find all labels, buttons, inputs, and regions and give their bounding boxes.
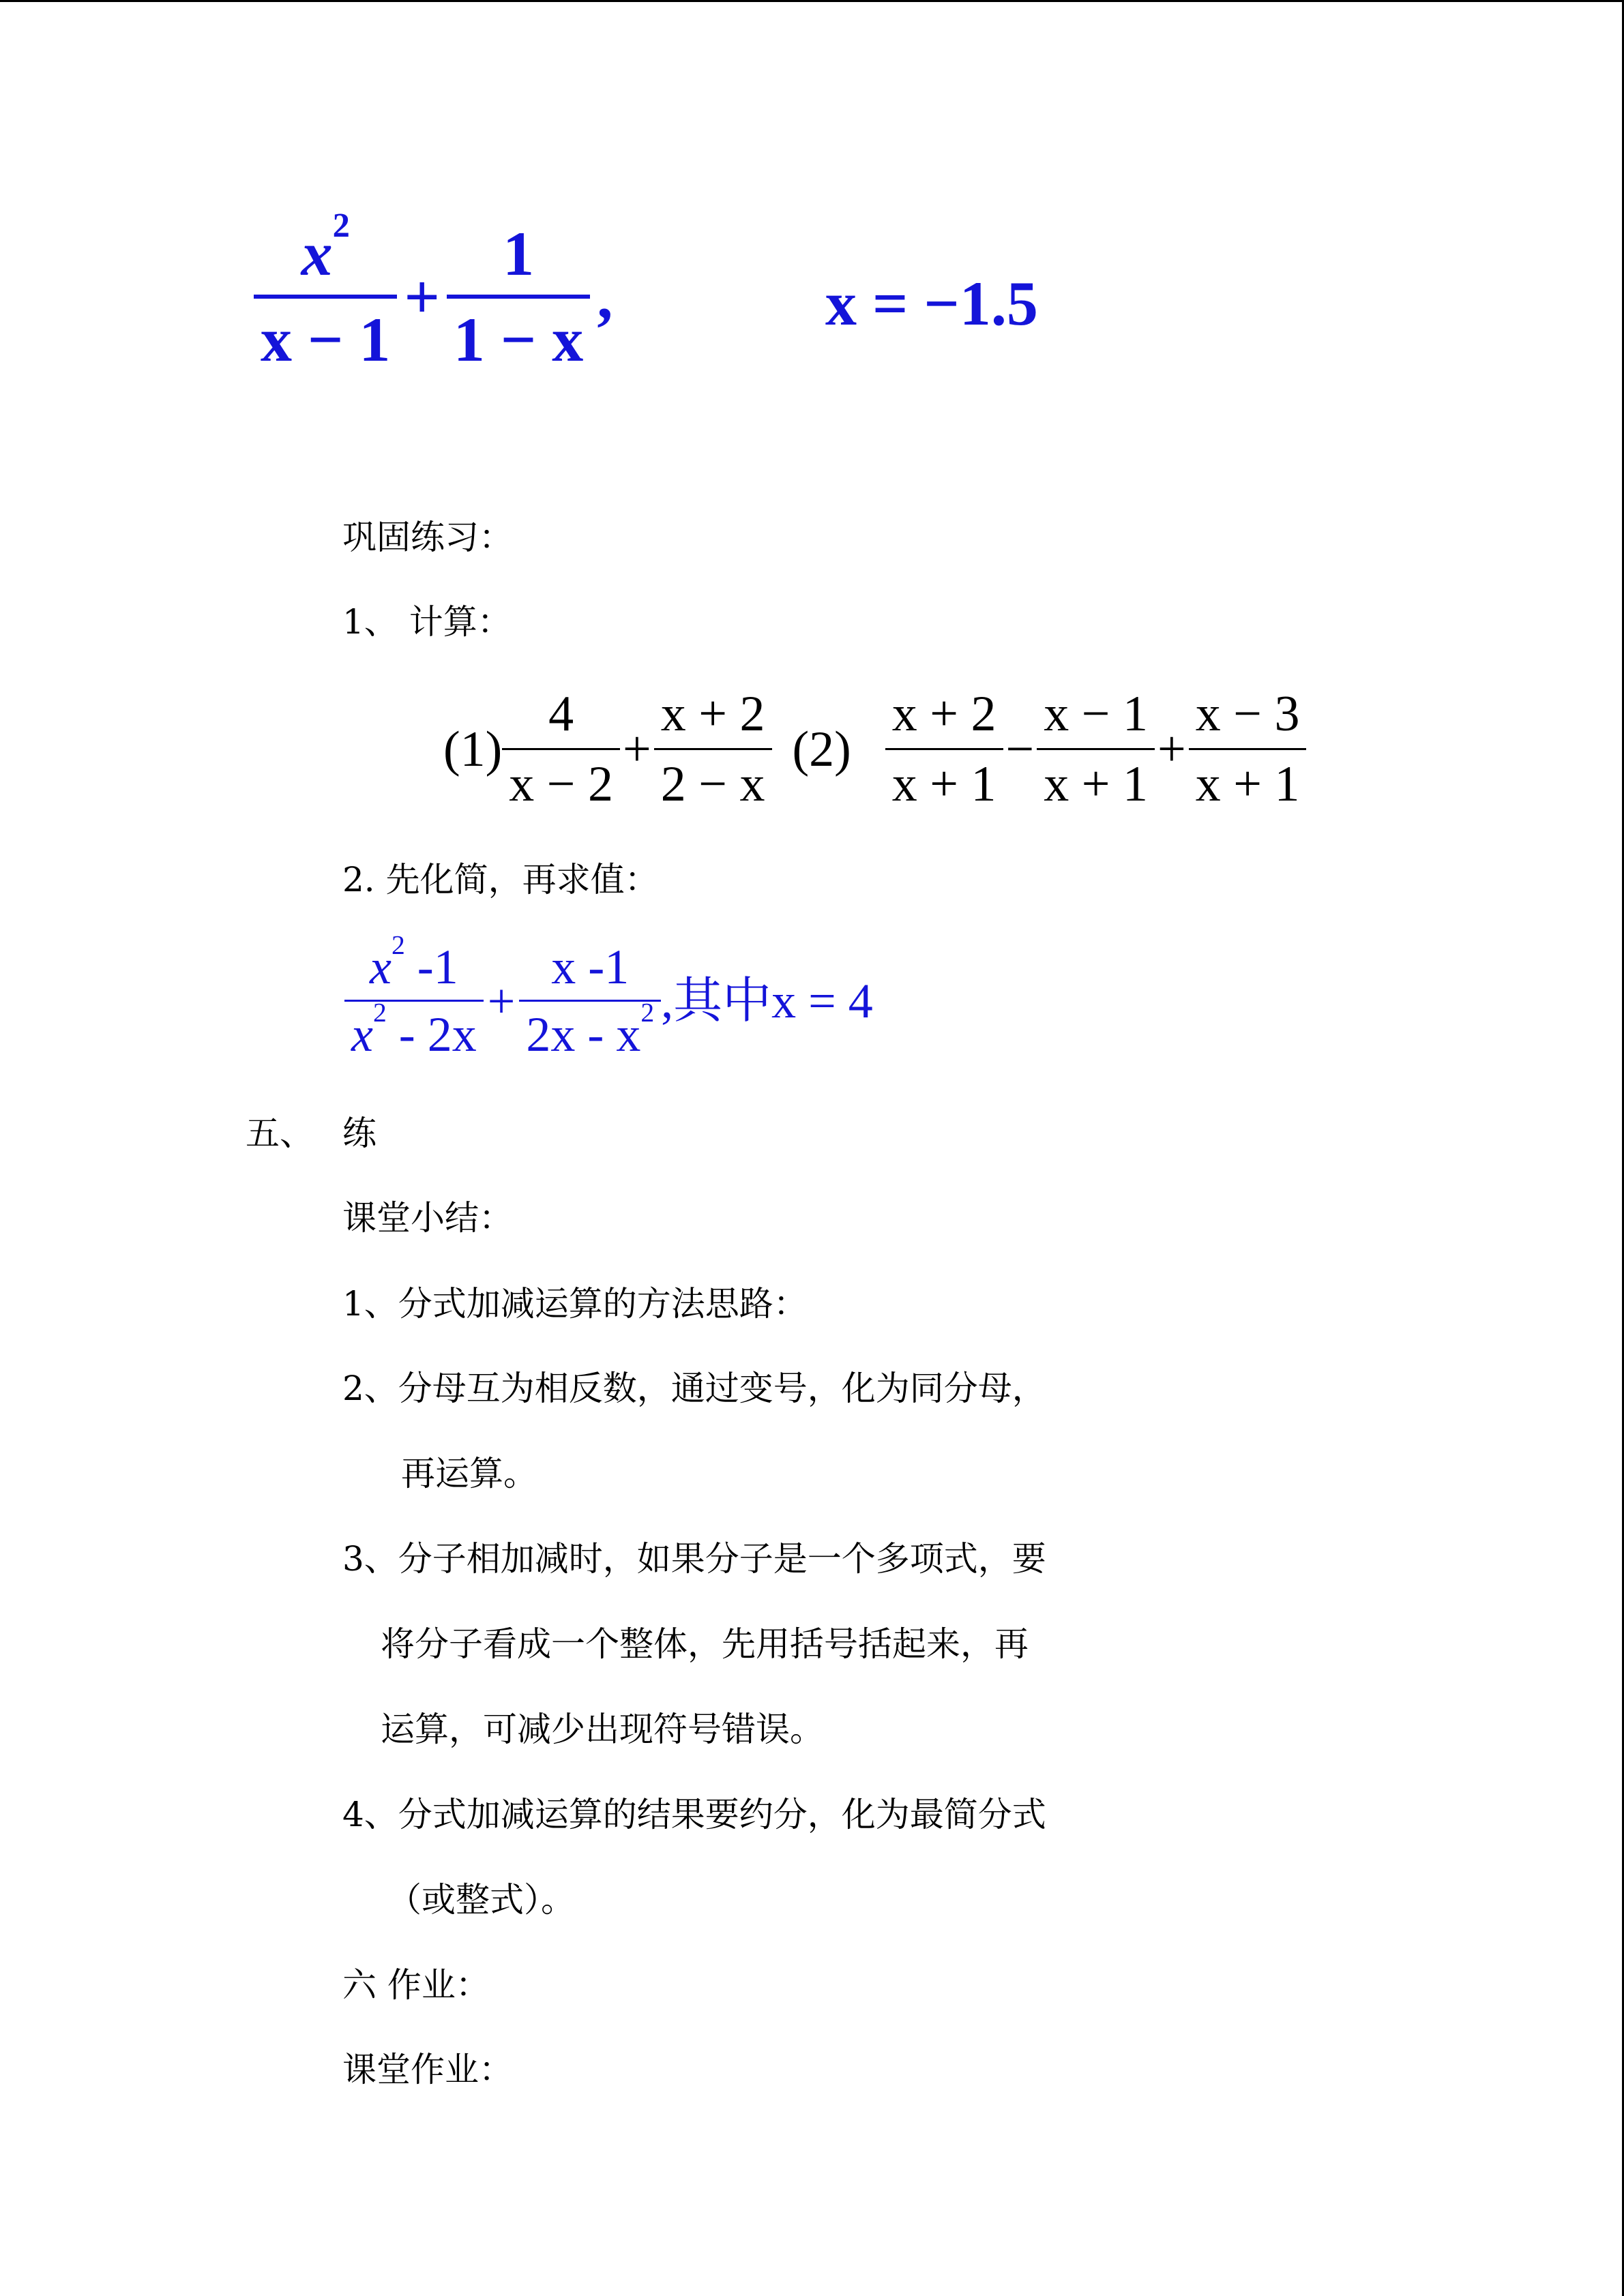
plus-sign: +: [1157, 721, 1186, 777]
page-border-top: [0, 0, 1624, 2]
condition-text: ,其中x = 4: [661, 973, 873, 1028]
fraction-c: $\frac{x + 2}{x + 1}$: [885, 685, 1003, 813]
summary-line-2: 2、分母互为相反数，通过变号，化为同分母，: [342, 1369, 1046, 1408]
minus-sign: −: [1005, 721, 1035, 777]
example-formula: [254, 206, 619, 374]
summary-line-4: 3、分子相加减时，如果分子是一个多项式，要: [342, 1539, 1046, 1579]
example-condition: x = −1.5: [825, 269, 1038, 338]
plus-sign: +: [487, 973, 516, 1028]
homework-heading: 六 作业：: [342, 1965, 490, 2005]
classwork-heading: 课堂作业：: [342, 2050, 513, 2089]
fraction-x-plus-2-over-2-minus-x: $\frac{x + 2}{2 - x}$: [654, 685, 772, 813]
question-2-label: 2. 先化简，再求值：: [342, 860, 659, 899]
fraction-x2-over-x-minus-1: $x^2$ x − 1: [254, 220, 397, 374]
question-1-label: 1、 计算：: [342, 602, 512, 642]
plus-sign: +: [623, 721, 651, 777]
exercise-1-formulas: [443, 685, 1306, 813]
exercise-label-1: (1): [443, 721, 503, 777]
consolidation-heading: 巩固练习：: [342, 518, 513, 557]
fraction-e: $\frac{x - 3}{x + 1}$: [1189, 685, 1307, 813]
fraction-second: $\frac{x -1}{2x - x^2}$: [519, 940, 661, 1062]
summary-line-8: （或整式）。: [387, 1880, 575, 1920]
fraction-1-over-1-minus-x: 1 1 − x: [447, 220, 590, 374]
summary-line-7: 4、分式加减运算的结果要约分，化为最简分式: [342, 1795, 1046, 1834]
plus-sign: +: [404, 262, 440, 331]
exercise-2-formula: [344, 929, 873, 1062]
section-5-title: 练: [342, 1114, 377, 1153]
summary-line-1: 1、分式加减运算的方法思路：: [342, 1284, 808, 1324]
fraction-4-over-x-minus-2: $\frac{4}{x - 2}$: [502, 685, 620, 813]
summary-line-5: 将分子看成一个整体，先用括号括起来，再: [381, 1624, 1029, 1664]
fraction-d: $\frac{x - 1}{x + 1}$: [1037, 685, 1155, 813]
summary-heading: 课堂小结：: [342, 1198, 513, 1238]
section-5-number: 五、: [246, 1114, 314, 1153]
fraction-first: $\frac{x^2 -1}{x^2 - 2x}$: [344, 940, 484, 1062]
exercise-label-2: (2): [792, 721, 851, 777]
comma: ,: [597, 262, 613, 331]
summary-line-6: 运算，可减少出现符号错误。: [381, 1710, 824, 1749]
summary-line-3: 再运算。: [401, 1454, 537, 1493]
